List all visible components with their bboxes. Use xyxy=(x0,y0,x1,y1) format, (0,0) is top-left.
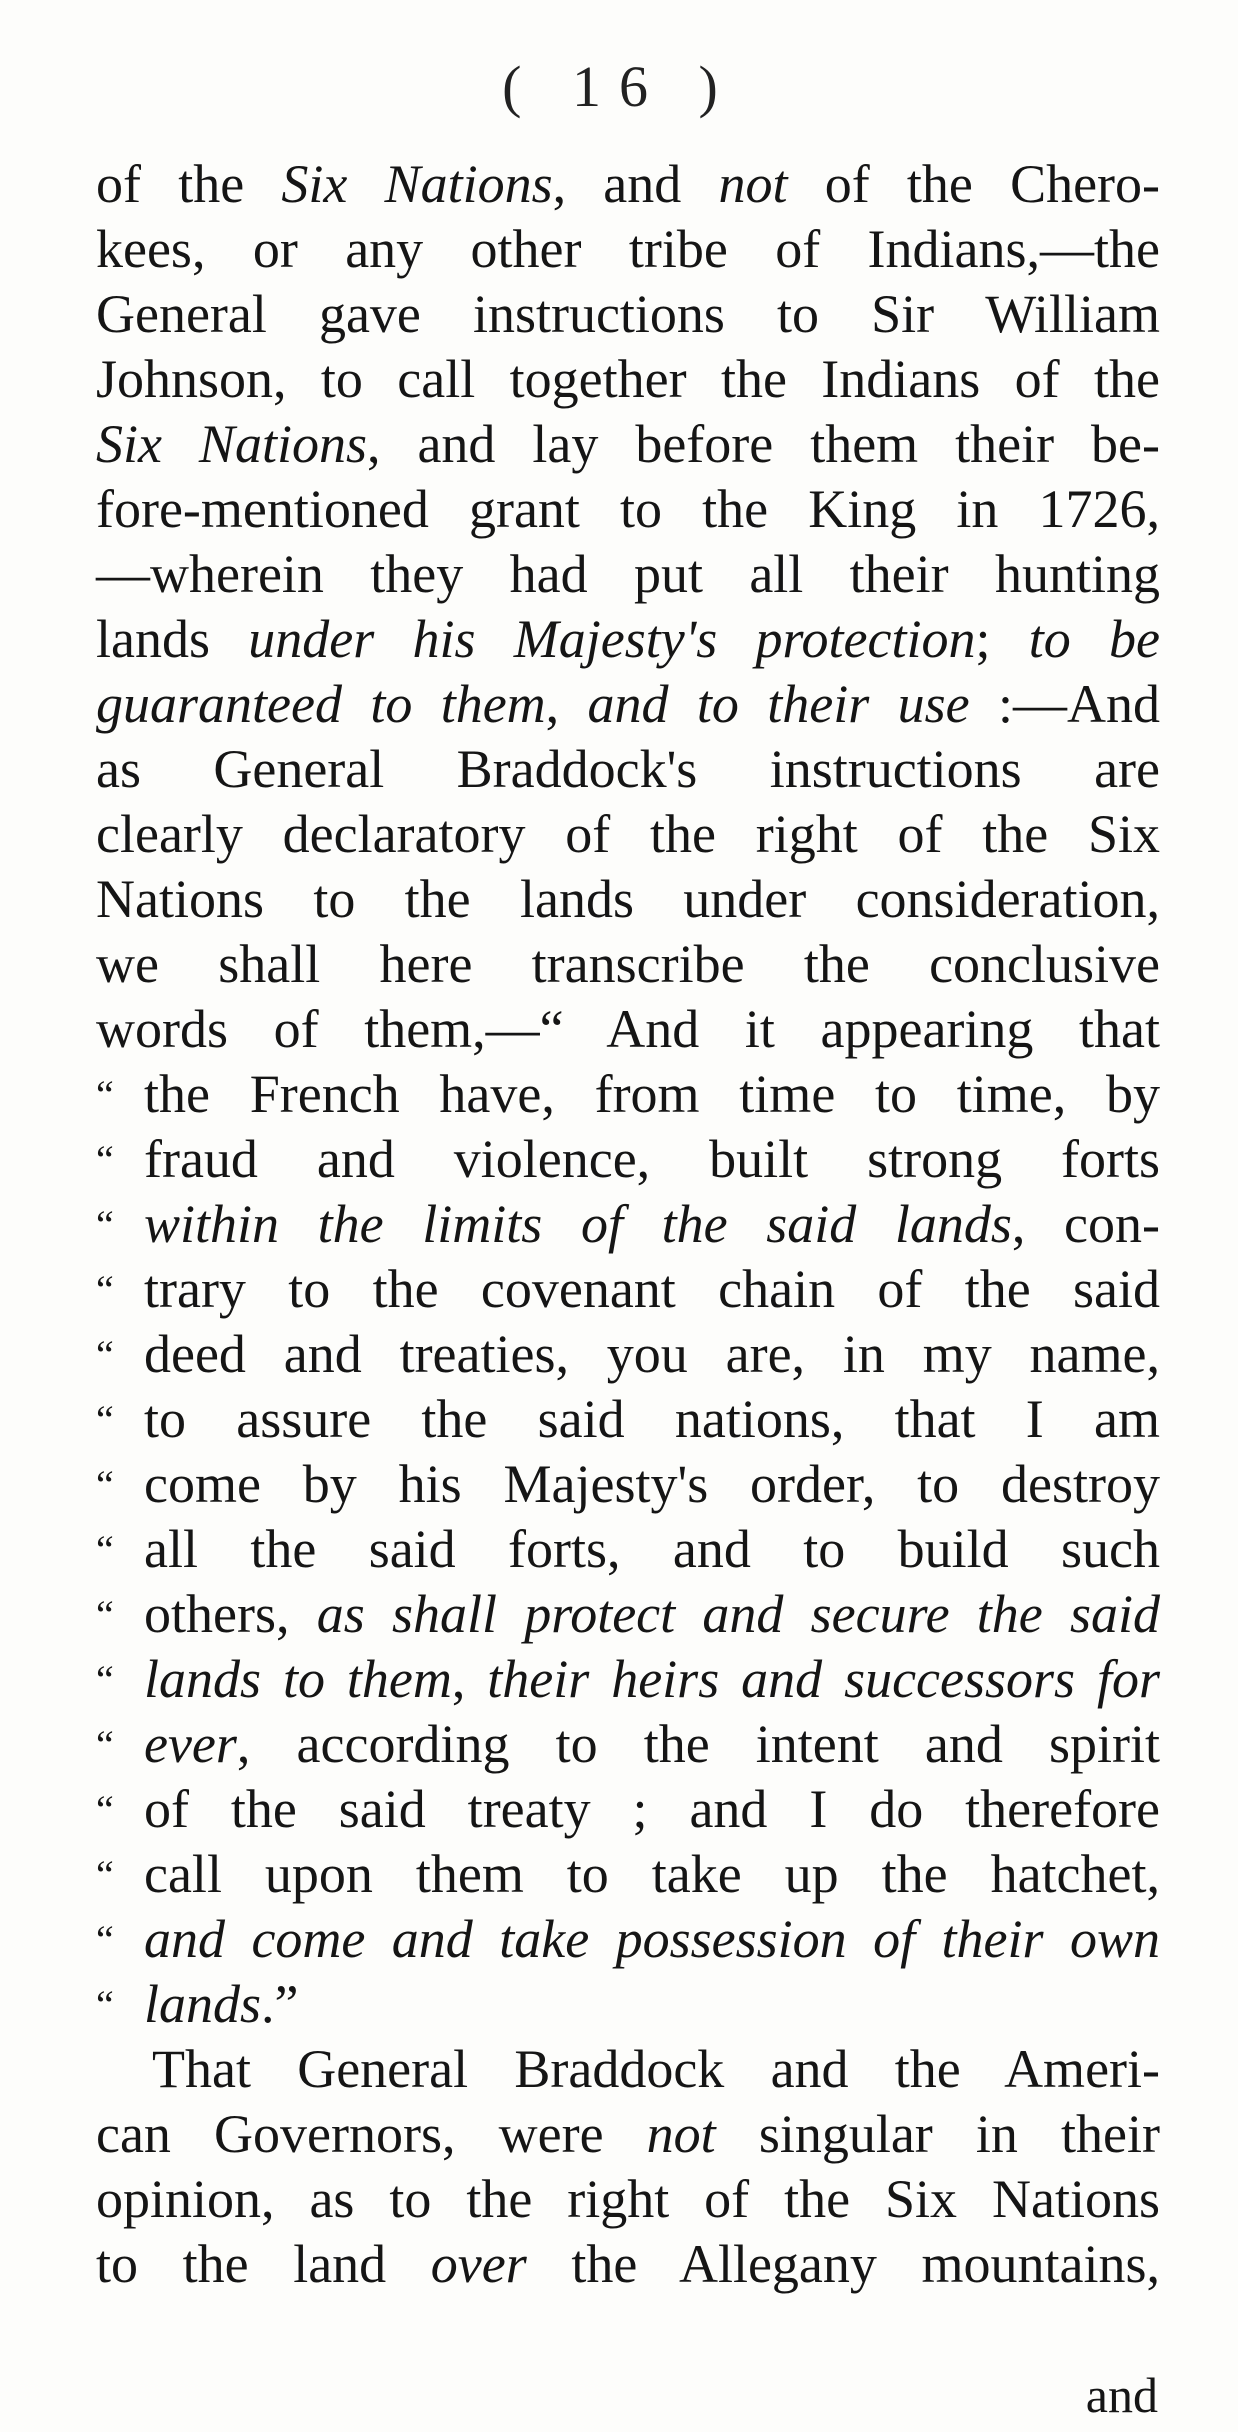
paragraph-opening xyxy=(96,152,1160,1062)
quote-mark: “ xyxy=(96,1397,114,1442)
quote-line xyxy=(96,1582,1160,1647)
quote-mark: “ xyxy=(96,1267,114,1312)
italic-text: their heirs and successors for xyxy=(487,1649,1161,1709)
italic-text: not xyxy=(718,154,788,214)
italic-text: over xyxy=(430,2234,527,2294)
italic-text: to be xyxy=(1028,609,1160,669)
quote-mark: “ xyxy=(96,1202,114,1247)
italic-text: within the limits of the said lands xyxy=(144,1194,1012,1254)
quote-line xyxy=(96,1387,1160,1452)
quote-line xyxy=(96,1257,1160,1322)
text-run: opinion, as to the right of the Six Nations xyxy=(96,2169,1160,2229)
quote-line xyxy=(96,1452,1160,1517)
text-run: trary to the covenant chain of the said xyxy=(144,1259,1160,1319)
text-line xyxy=(96,737,1160,802)
quote-text xyxy=(144,1192,1160,1257)
text-run: , xyxy=(451,1649,488,1709)
quote-line xyxy=(96,1972,1160,2037)
text-run: call upon them to take up the hatchet, xyxy=(144,1844,1160,1904)
text-run: to assure the said nations, that I am xyxy=(144,1389,1160,1449)
text-run: of the Chero- xyxy=(787,154,1161,214)
page-number: ( 16 ) xyxy=(502,54,736,119)
italic-text: Six Nations xyxy=(281,154,553,214)
text-run: , and xyxy=(552,154,719,214)
text-run: , con- xyxy=(1011,1194,1161,1254)
text-run: come by his Majesty's order, to destroy xyxy=(144,1454,1160,1514)
quote-mark: “ xyxy=(96,1072,114,1117)
quote-line xyxy=(96,1517,1160,1582)
catchword: and xyxy=(1085,2367,1158,2423)
text-run: words of them,—“ And it appearing that xyxy=(96,999,1160,1059)
text-line xyxy=(96,152,1160,217)
quote-mark: “ xyxy=(96,1722,114,1767)
text-run: we shall here transcribe the conclusive xyxy=(96,934,1160,994)
text-run: ; xyxy=(975,609,1029,669)
paragraph-closing xyxy=(96,2037,1160,2297)
quote-text xyxy=(144,1517,1160,1582)
quote-text xyxy=(144,1322,1160,1387)
italic-text: not xyxy=(646,2104,716,2164)
text-run: others, xyxy=(144,1584,317,1644)
quote-mark: “ xyxy=(96,1657,114,1702)
quote-mark: “ xyxy=(96,1917,114,1962)
text-line xyxy=(96,932,1160,997)
italic-text: lands xyxy=(144,1974,262,2034)
text-run: clearly declaratory of the right of the Six xyxy=(96,804,1160,864)
text-run: Nations to the lands under consideration, xyxy=(96,869,1160,929)
text-run: kees, or any other tribe of Indians,—the xyxy=(96,219,1160,279)
quote-mark: “ xyxy=(96,1462,114,1507)
text-line xyxy=(96,2102,1160,2167)
quote-mark: “ xyxy=(96,1592,114,1637)
text-run: deed and treaties, you are, in my name, xyxy=(144,1324,1160,1384)
text-line xyxy=(96,802,1160,867)
text-line xyxy=(96,412,1160,477)
block-quotation xyxy=(96,1062,1160,2037)
quote-line xyxy=(96,1842,1160,1907)
text-line xyxy=(96,2167,1160,2232)
text-run: fraud and violence, built strong forts xyxy=(144,1129,1160,1189)
quote-line xyxy=(96,1647,1160,1712)
quote-text xyxy=(144,1127,1160,1192)
text-line xyxy=(96,607,1160,672)
quote-text xyxy=(144,1777,1160,1842)
quote-line xyxy=(96,1192,1160,1257)
text-run: singular in their xyxy=(715,2104,1160,2164)
text-line xyxy=(96,2037,1160,2102)
quote-line xyxy=(96,1127,1160,1192)
quote-text xyxy=(144,1712,1160,1777)
text-run: fore-mentioned grant to the King in 1726, xyxy=(96,479,1160,539)
quote-mark: “ xyxy=(96,1137,114,1182)
quote-line xyxy=(96,1712,1160,1777)
text-run: as General Braddock's instructions are xyxy=(96,739,1160,799)
text-line xyxy=(96,347,1160,412)
text-run: all the said forts, and to build such xyxy=(144,1519,1160,1579)
quote-text xyxy=(144,1257,1160,1322)
text-run: —wherein they had put all their hunting xyxy=(96,544,1160,604)
quote-mark: “ xyxy=(96,1852,114,1897)
quote-line xyxy=(96,1322,1160,1387)
italic-text: as shall protect and secure the said xyxy=(316,1584,1161,1644)
text-run: , and lay before them their be- xyxy=(366,414,1161,474)
text-line xyxy=(96,997,1160,1062)
text-run: :—And xyxy=(969,674,1161,734)
italic-text: guaranteed to them xyxy=(96,674,546,734)
quote-mark: “ xyxy=(96,1527,114,1572)
italic-text: Six Nations xyxy=(96,414,367,474)
quote-text xyxy=(144,1582,1160,1647)
quote-mark: “ xyxy=(96,1982,114,2027)
italic-text: and come and take possession of their own xyxy=(144,1909,1160,1969)
text-run: , according to the intent and spirit xyxy=(236,1714,1160,1774)
text-line xyxy=(96,2232,1160,2297)
text-line xyxy=(96,867,1160,932)
text-line xyxy=(96,477,1160,542)
quote-text xyxy=(144,1842,1160,1907)
text-run: can Governors, were xyxy=(96,2104,647,2164)
quote-mark: “ xyxy=(96,1332,114,1377)
quote-text xyxy=(144,1907,1160,1972)
text-run: .” xyxy=(261,1974,299,2034)
text-run: of the said treaty ; and I do therefore xyxy=(144,1779,1160,1839)
quote-mark: “ xyxy=(96,1787,114,1832)
text-run: , xyxy=(545,674,588,734)
italic-text: and to their use xyxy=(587,674,970,734)
quote-text xyxy=(144,1387,1160,1452)
text-run: the Allegany mountains, xyxy=(526,2234,1160,2294)
quote-line xyxy=(96,1907,1160,1972)
italic-text: lands to them xyxy=(144,1649,452,1709)
text-line xyxy=(96,542,1160,607)
quote-text xyxy=(144,1452,1160,1517)
text-run: to the land xyxy=(96,2234,431,2294)
body-text xyxy=(96,152,1160,2297)
text-line xyxy=(96,282,1160,347)
quote-line xyxy=(96,1062,1160,1127)
text-run: Johnson, to call together the Indians of the xyxy=(96,349,1160,409)
text-run: General gave instructions to Sir William xyxy=(96,284,1160,344)
text-run: the French have, from time to time, by xyxy=(144,1064,1160,1124)
text-line xyxy=(96,672,1160,737)
text-run: lands xyxy=(96,609,249,669)
italic-text: under his Majesty's protection xyxy=(248,609,976,669)
quote-line xyxy=(96,1777,1160,1842)
quote-text xyxy=(144,1647,1160,1712)
text-line xyxy=(96,217,1160,282)
quote-text xyxy=(144,1062,1160,1127)
text-run: That General Braddock and the Ameri- xyxy=(152,2039,1160,2099)
quote-text xyxy=(144,1972,1160,2037)
text-run: of the xyxy=(96,154,282,214)
italic-text: ever xyxy=(144,1714,237,1774)
